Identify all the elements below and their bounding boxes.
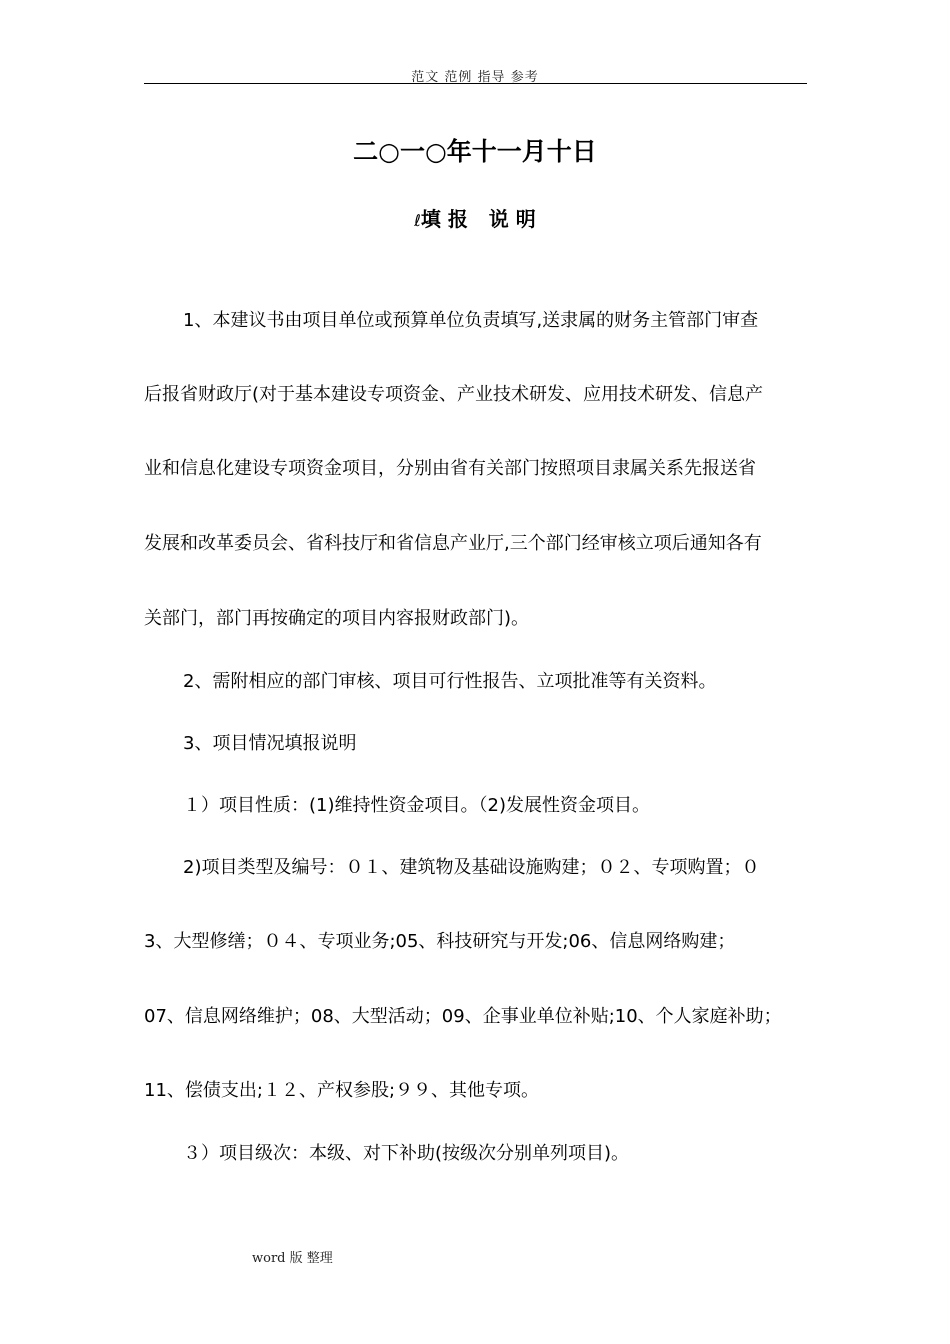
paragraph-line: 3、大型修缮；０４、专项业务;05、科技研究与开发;06、信息网络购建；: [144, 931, 736, 952]
paragraph-line: 关部门，部门再按确定的项目内容报财政部门)。: [144, 608, 530, 629]
paragraph-line: 2、需附相应的部门审核、项目可行性报告、立项批准等有关资料。: [183, 671, 717, 692]
paragraph-line: 2)项目类型及编号：０１、建筑物及基础设施购建；０２、专项购置；０: [183, 857, 760, 878]
page-header: 范文 范例 指导 参考: [411, 70, 539, 85]
paragraph-line: 3、项目情况填报说明: [183, 733, 357, 754]
paragraph-line: 07、信息网络维护；08、大型活动；09、企事业单位补贴;10、个人家庭补助；: [144, 1006, 782, 1027]
date-title: 二○一○年十一月十日: [353, 137, 597, 166]
section-title: [0, 203, 950, 232]
header-rule: [144, 83, 807, 84]
section-title-text: 填 报 说 明: [420, 207, 536, 231]
paragraph-line: 1、本建议书由项目单位或预算单位负责填写,送隶属的财务主管部门审查: [183, 310, 759, 331]
paragraph-line: ３）项目级次：本级、对下补助(按级次分别单列项目)。: [183, 1143, 630, 1164]
page-footer: word 版 整理: [252, 1251, 333, 1266]
paragraph-line: 发展和改革委员会、省科技厅和省信息产业厅,三个部门经审核立项后通知各有: [144, 533, 762, 554]
paragraph-line: 11、偿债支出;１２、产权参股;９９、其他专项。: [144, 1080, 540, 1101]
paragraph-line: 业和信息化建设专项资金项目，分别由省有关部门按照项目隶属关系先报送省: [144, 458, 756, 479]
section-title-mark: ℓ: [414, 211, 421, 230]
paragraph-line: １）项目性质：(1)维持性资金项目。（2)发展性资金项目。: [183, 795, 650, 816]
paragraph-line: 后报省财政厅(对于基本建设专项资金、产业技术研发、应用技术研发、信息产: [144, 384, 764, 405]
